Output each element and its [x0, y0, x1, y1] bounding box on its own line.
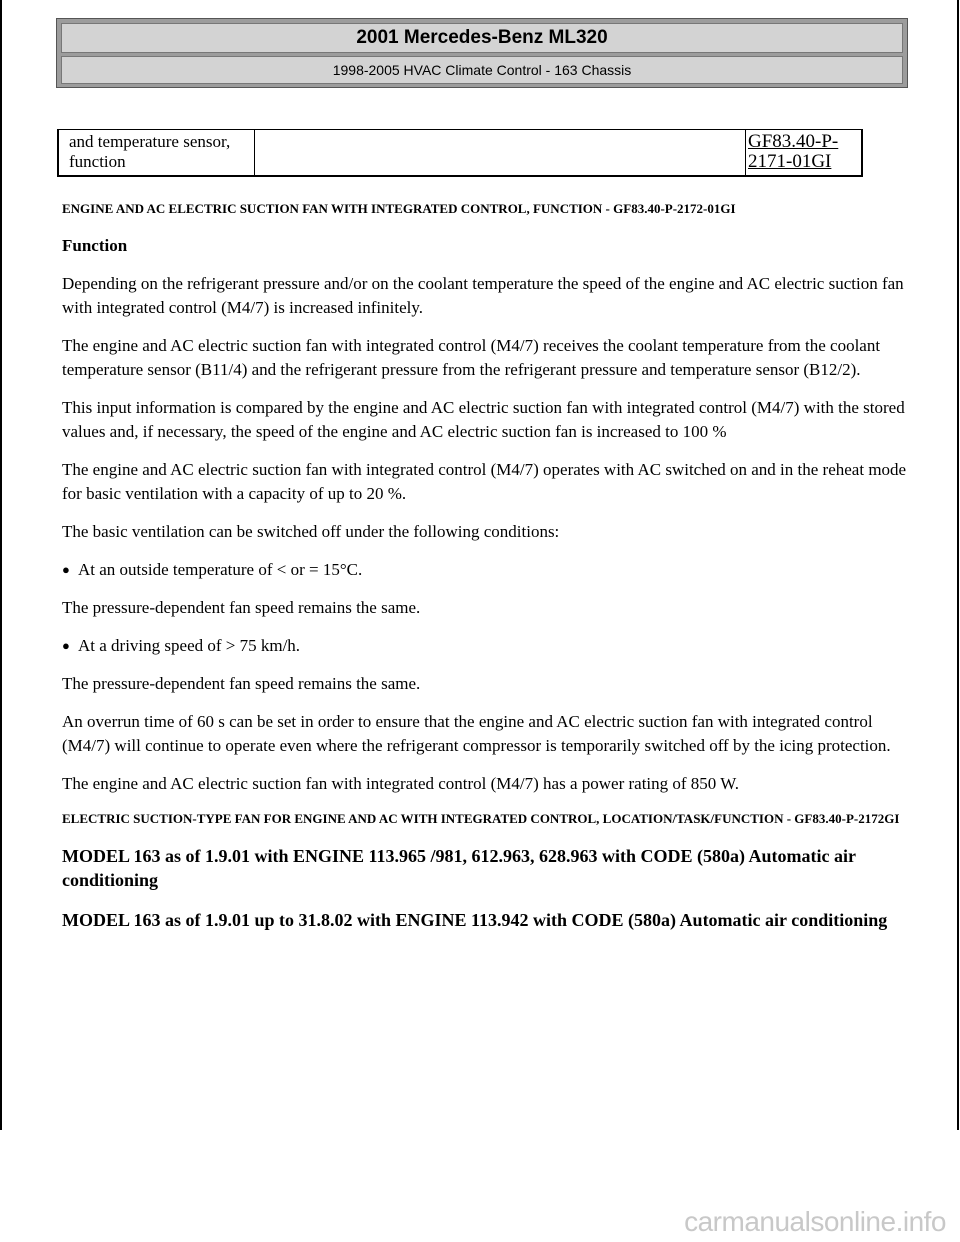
- document-title: 2001 Mercedes-Benz ML320: [61, 23, 903, 53]
- paragraph: The basic ventilation can be switched off under the following conditions:: [62, 522, 560, 541]
- paragraph: The engine and AC electric suction fan with integrated control (M4/7) has a power rating of 850 W.: [62, 774, 739, 793]
- bullet-icon: ●: [62, 638, 70, 653]
- paragraph: The engine and AC electric suction fan with integrated control (M4/7) operates with AC switched on and in the reheat mode for basic ventilation with a capacity of up to 20 %.: [62, 460, 907, 503]
- list-item-text: At an outside temperature of < or = 15°C.: [78, 560, 363, 579]
- paragraph: This input information is compared by the engine and AC electric suction fan with integrated control (M4/7) with the stored values and, if necessary, the speed of the engine and AC electric suction fan is increased to 100 %: [62, 398, 905, 441]
- page-border-left: [0, 0, 2, 1130]
- paragraph: An overrun time of 60 s can be set in order to ensure that the engine and AC electric suction fan with integrated control (M4/7) will continue to operate even where the refrigerant compressor is temporarily switched off by the icing protection.: [62, 712, 891, 755]
- bullet-icon: ●: [62, 562, 70, 577]
- document-subtitle: 1998-2005 HVAC Climate Control - 163 Chassis: [61, 56, 903, 84]
- paragraph: Depending on the refrigerant pressure and/or on the coolant temperature the speed of the engine and AC electric suction fan with integrated control (M4/7) is increased infinitely.: [62, 274, 904, 317]
- page-border-right: [957, 0, 959, 1130]
- list-item-note: The pressure-dependent fan speed remains the same.: [62, 674, 421, 693]
- reference-middle-cell: [255, 130, 746, 177]
- model-applicability: MODEL 163 as of 1.9.01 with ENGINE 113.965 /981, 612.963, 628.963 with CODE (580a) Automatic air conditioning: [62, 846, 856, 890]
- model-applicability: MODEL 163 as of 1.9.01 up to 31.8.02 with ENGINE 113.942 with CODE (580a) Automatic air conditioning: [62, 910, 888, 930]
- list-item: [62, 634, 912, 658]
- reference-link-line2[interactable]: 2171-01GI: [748, 151, 832, 172]
- section-title: ELECTRIC SUCTION-TYPE FAN FOR ENGINE AND AC WITH INTEGRATED CONTROL, LOCATION/TASK/FUNCTION - GF83.40-P-2172GI: [62, 811, 900, 826]
- paragraph: The engine and AC electric suction fan with integrated control (M4/7) receives the coolant temperature from the coolant temperature sensor (B11/4) and the refrigerant pressure from the refrigerant pressure and temperature sensor (B12/2).: [62, 336, 881, 379]
- reference-description-line1: and temperature sensor,: [69, 132, 231, 151]
- section-title: ENGINE AND AC ELECTRIC SUCTION FAN WITH INTEGRATED CONTROL, FUNCTION - GF83.40-P-2172-01GI: [62, 201, 736, 216]
- reference-description-cell: [58, 130, 255, 177]
- reference-description-line2: function: [69, 152, 126, 171]
- reference-link-cell: [746, 130, 863, 177]
- list-item: [62, 558, 912, 582]
- list-item-note: The pressure-dependent fan speed remains the same.: [62, 598, 421, 617]
- reference-table: [57, 129, 863, 177]
- reference-link-line1[interactable]: GF83.40-P-: [748, 131, 839, 152]
- watermark: carmanualsonline.info: [684, 1206, 946, 1237]
- section-heading: Function: [62, 236, 128, 255]
- table-row: [58, 130, 862, 177]
- document-body: [62, 200, 912, 948]
- document-header: [56, 18, 908, 88]
- list-item-text: At a driving speed of > 75 km/h.: [78, 636, 301, 655]
